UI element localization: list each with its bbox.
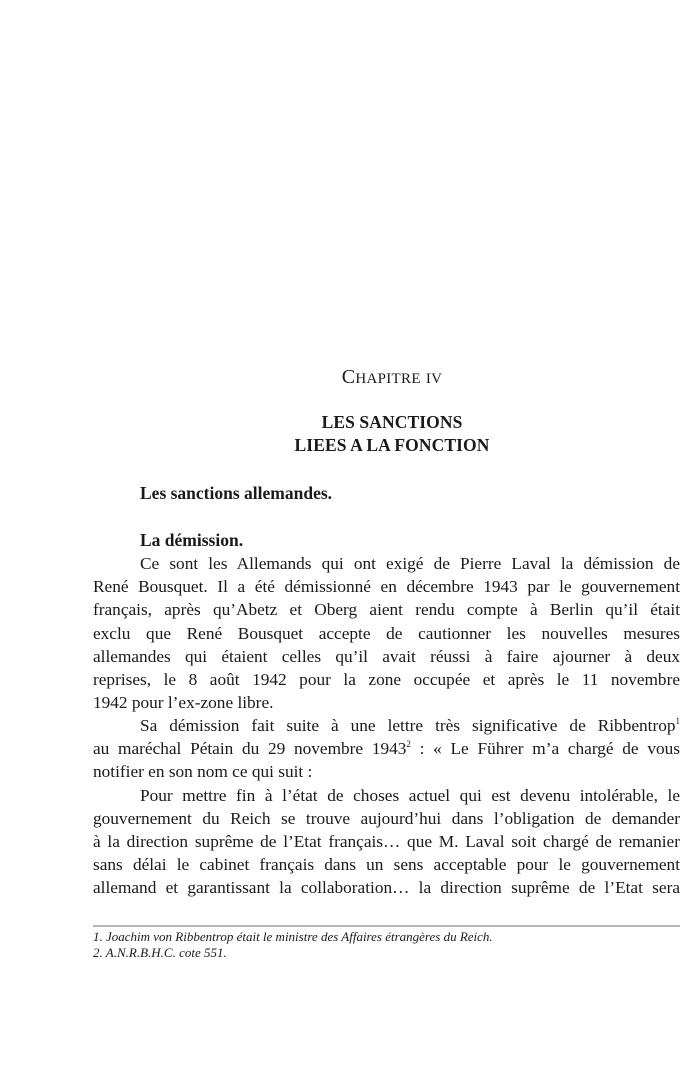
chapter-number: IV <box>425 371 443 387</box>
paragraph-2 <box>93 714 680 900</box>
text-segment: au maréchal Pétain du 29 novembre 1943 <box>93 739 407 759</box>
text-line: gouvernement du Reich se trouve aujourd’hui dans l’obligation de demander <box>93 808 680 828</box>
text-segment: : « Le Führer m’a chargé de vous <box>410 739 680 759</box>
chapter-title-line-1: LES SANCTIONS <box>321 412 463 432</box>
text-line: Pour mettre fin à l’état de choses actuel qui est devenu intolérable, le <box>140 785 680 805</box>
text-line: René Bousquet. Il a été démissionné en décembre 1943 par le gouvernement <box>93 577 680 597</box>
chapter-label <box>0 366 700 389</box>
footnote-ref-2[interactable]: 2 <box>406 739 411 750</box>
text-line: 1942 pour l’ex-zone libre. <box>93 693 274 713</box>
text-line: sans délai le cabinet français dans un sens acceptable pour le gouvernement <box>93 855 680 875</box>
text-line: à la direction suprême de l’Etat français… que M. Laval soit chargé de remanier <box>93 831 680 851</box>
paragraph-1 <box>93 552 680 714</box>
text-line: Ce sont les Allemands qui ont exigé de Pierre Laval la démission de <box>140 554 680 573</box>
text-line: français, après qu’Abetz et Oberg aient rendu compte à Berlin qu’il était <box>93 600 680 620</box>
text-line: reprises, le 8 août 1942 pour la zone occupée et après le 11 novembre <box>93 669 680 689</box>
footnote-divider <box>93 925 680 927</box>
section-heading: Les sanctions allemandes. <box>140 483 333 503</box>
text-line: exclu que René Bousquet accepte de cautionner les nouvelles mesures <box>93 623 680 643</box>
chapter-label-initial: C <box>341 366 356 388</box>
footnote-ref-1[interactable]: 1 <box>675 716 680 726</box>
text-line: allemandes qui étaient celles qu’il avait réussi à faire ajourner à deux <box>93 646 680 666</box>
text-line: allemand et garantissant la collaboration… la direction suprême de l’Etat sera <box>93 878 680 898</box>
text-line: notifier en son nom ce qui suit : <box>93 762 313 782</box>
text-line <box>93 737 680 760</box>
text-line <box>93 714 680 737</box>
text-segment: Sa démission fait suite à une lettre très significative de Ribbentrop <box>140 716 676 735</box>
chapter-title-line-2: LIEES A LA FONCTION <box>294 435 490 455</box>
footnote-1: 1. Joachim von Ribbentrop était le ministre des Affaires étrangères du Reich. <box>93 929 493 944</box>
footnote-2: 2. A.N.R.B.H.C. cote 551. <box>93 945 227 960</box>
chapter-label-rest: HAPITRE <box>355 371 421 387</box>
subsection-heading: La démission. <box>140 530 244 550</box>
